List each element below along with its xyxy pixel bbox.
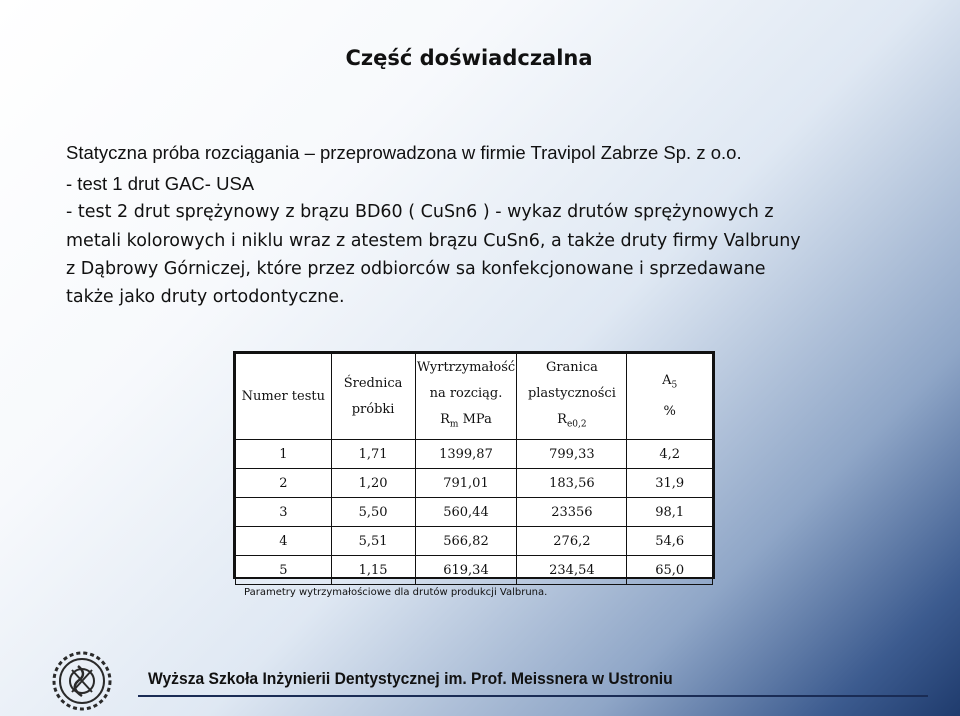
cell-diameter: 1,71 bbox=[331, 440, 415, 469]
header-test-number: Numer testu bbox=[236, 354, 332, 440]
cell-strength: 1399,87 bbox=[415, 440, 517, 469]
cell-elongation: 31,9 bbox=[627, 469, 713, 498]
cell-yield: 23356 bbox=[517, 498, 627, 527]
table-header-row bbox=[236, 354, 713, 440]
header-yield-strength: Granica plastyczności $R_{e0,2}$ bbox=[517, 354, 627, 440]
results-table bbox=[233, 351, 715, 579]
table-caption: Parametry wytrzymałościowe dla drutów produkcji Valbruna. bbox=[244, 587, 548, 598]
test2-line-2: metali kolorowych i niklu wraz z atestem brązu CuSn6, a także druty firmy Valbruny bbox=[66, 231, 801, 251]
header-elongation: $A_5$ % bbox=[627, 354, 713, 440]
cell-elongation: 65,0 bbox=[627, 556, 713, 585]
cell-test: 4 bbox=[236, 527, 332, 556]
cell-test: 5 bbox=[236, 556, 332, 585]
test1-text: - test 1 drut GAC- USA bbox=[66, 173, 255, 194]
cell-test: 1 bbox=[236, 440, 332, 469]
cell-yield: 183,56 bbox=[517, 469, 627, 498]
cell-yield: 276,2 bbox=[517, 527, 627, 556]
cell-strength: 619,34 bbox=[415, 556, 517, 585]
slide-title: Część doświadczalna bbox=[345, 46, 593, 70]
cell-strength: 791,01 bbox=[415, 469, 517, 498]
test2-line-3: z Dąbrowy Górniczej, które przez odbiorców sa konfekcjonowane i sprzedawane bbox=[66, 259, 766, 279]
cell-test: 2 bbox=[236, 469, 332, 498]
table-row bbox=[236, 556, 713, 585]
cell-diameter: 1,20 bbox=[331, 469, 415, 498]
table-row bbox=[236, 469, 713, 498]
cell-strength: 566,82 bbox=[415, 527, 517, 556]
cell-yield: 234,54 bbox=[517, 556, 627, 585]
table-row bbox=[236, 440, 713, 469]
cell-test: 3 bbox=[236, 498, 332, 527]
cell-elongation: 4,2 bbox=[627, 440, 713, 469]
school-logo-icon bbox=[48, 648, 116, 714]
cell-yield: 799,33 bbox=[517, 440, 627, 469]
cell-diameter: 1,15 bbox=[331, 556, 415, 585]
intro-text: Statyczna próba rozciągania – przeprowadzona w firmie Travipol Zabrze Sp. z o.o. bbox=[66, 142, 742, 163]
test2-line-4: także jako druty ortodontyczne. bbox=[66, 287, 345, 307]
table-row bbox=[236, 498, 713, 527]
footer-divider bbox=[138, 695, 928, 697]
cell-elongation: 98,1 bbox=[627, 498, 713, 527]
cell-elongation: 54,6 bbox=[627, 527, 713, 556]
footer-school-name: Wyższa Szkoła Inżynierii Dentystycznej im. Prof. Meissnera w Ustroniu bbox=[148, 669, 673, 688]
header-tensile-strength: Wyrtrzymałość na rozciąg. $R_m$ MPa bbox=[415, 354, 517, 440]
cell-diameter: 5,50 bbox=[331, 498, 415, 527]
header-diameter: Średnica próbki bbox=[331, 354, 415, 440]
test2-line-1: - test 2 drut sprężynowy z brązu BD60 ( CuSn6 ) - wykaz drutów sprężynowych z bbox=[66, 202, 774, 222]
cell-diameter: 5,51 bbox=[331, 527, 415, 556]
table-row bbox=[236, 527, 713, 556]
cell-strength: 560,44 bbox=[415, 498, 517, 527]
